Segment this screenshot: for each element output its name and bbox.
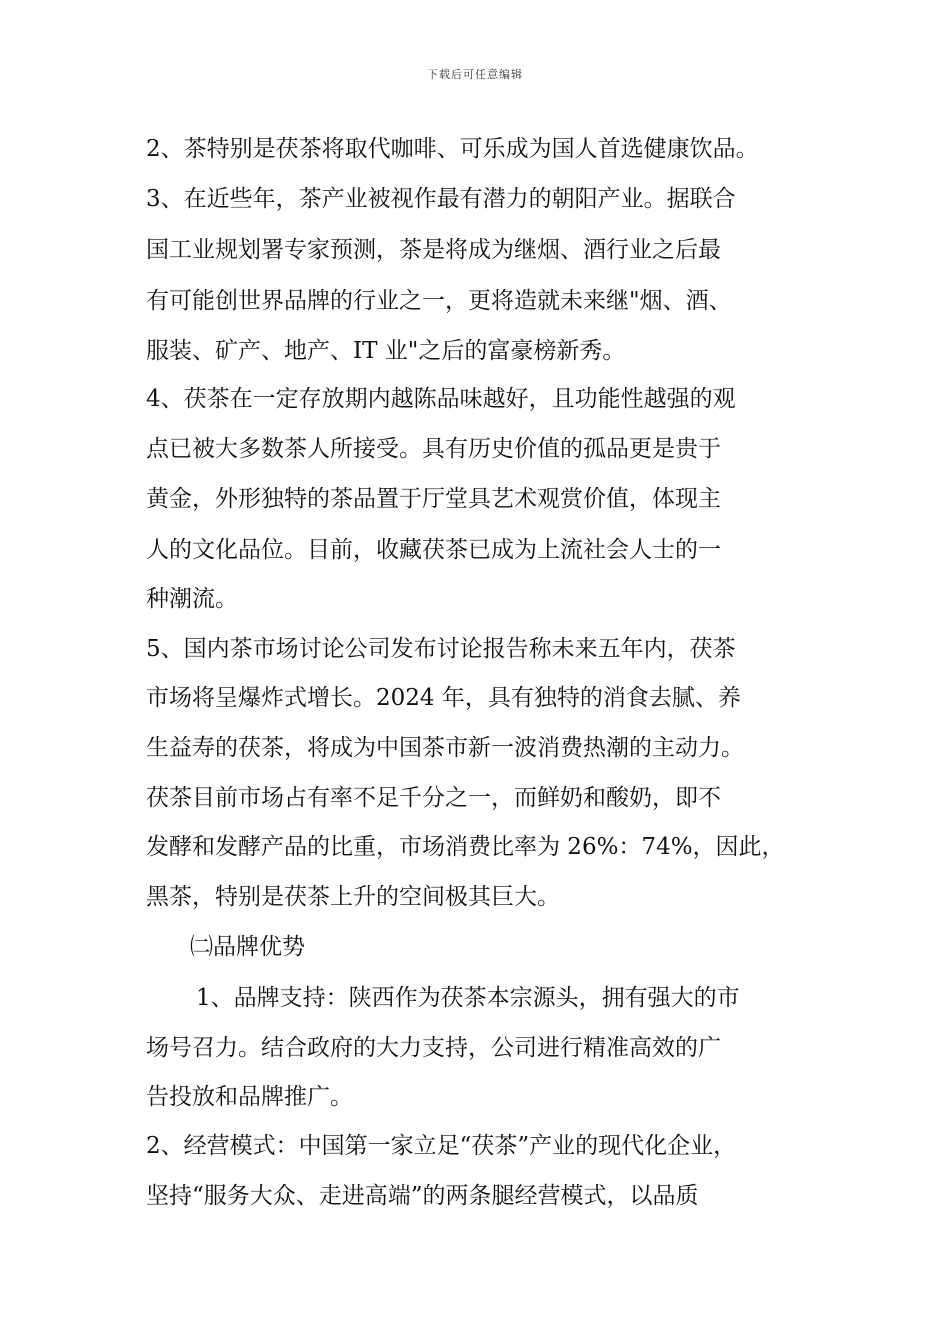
- text-line: 2、经营模式：中国第一家立足“茯茶”产业的现代化企业，: [146, 1133, 737, 1159]
- text-line: 坚持“服务大众、走进高端”的两条腿经营模式，以品质: [146, 1183, 699, 1209]
- text-line: 生益寿的茯茶，将成为中国茶市新一波消费热潮的主动力。: [146, 735, 744, 761]
- text-line: 种潮流。: [146, 586, 238, 612]
- text-line: 4、茯茶在一定存放期内越陈品味越好，且功能性越强的观: [146, 386, 736, 412]
- text-line: 点已被大多数茶人所接受。具有历史价值的孤品更是贵于: [146, 436, 721, 462]
- section-heading: ㈡品牌优势: [190, 934, 305, 960]
- text-line: 国工业规划署专家预测，茶是将成为继烟、酒行业之后最: [146, 237, 721, 263]
- text-line: 服装、矿产、地产、IT 业"之后的富豪榜新秀。: [146, 338, 626, 364]
- text-line: 人的文化品位。目前，收藏茯茶已成为上流社会人士的一: [146, 537, 721, 563]
- text-line: 黑茶，特别是茯茶上升的空间极其巨大。: [146, 884, 560, 910]
- text-line: 3、在近些年，茶产业被视作最有潜力的朝阳产业。据联合: [146, 186, 736, 212]
- text-line: 2、茶特别是茯茶将取代咖啡、可乐成为国人首选健康饮品。: [146, 136, 759, 162]
- text-line: 黄金，外形独特的茶品置于厅堂具艺术观赏价值，体现主: [146, 486, 721, 512]
- text-line: 5、国内茶市场讨论公司发布讨论报告称未来五年内，茯茶: [146, 636, 736, 662]
- text-line: 有可能创世界品牌的行业之一，更将造就未来继"烟、酒、: [146, 288, 732, 314]
- text-line: 发酵和发酵产品的比重，市场消费比率为 26%：74%，因此，: [146, 834, 785, 860]
- text-line: 市场将呈爆炸式增长。2024 年，具有独特的消食去腻、养: [146, 685, 741, 711]
- text-line: 告投放和品牌推广。: [146, 1084, 353, 1110]
- text-line: 1、品牌支持：陕西作为茯茶本宗源头，拥有强大的市: [196, 985, 740, 1011]
- text-line: 场号召力。结合政府的大力支持，公司进行精准高效的广: [146, 1035, 721, 1061]
- text-line: 茯茶目前市场占有率不足千分之一，而鲜奶和酸奶，即不: [146, 785, 721, 811]
- page-header: 下载后可任意编辑: [427, 68, 523, 81]
